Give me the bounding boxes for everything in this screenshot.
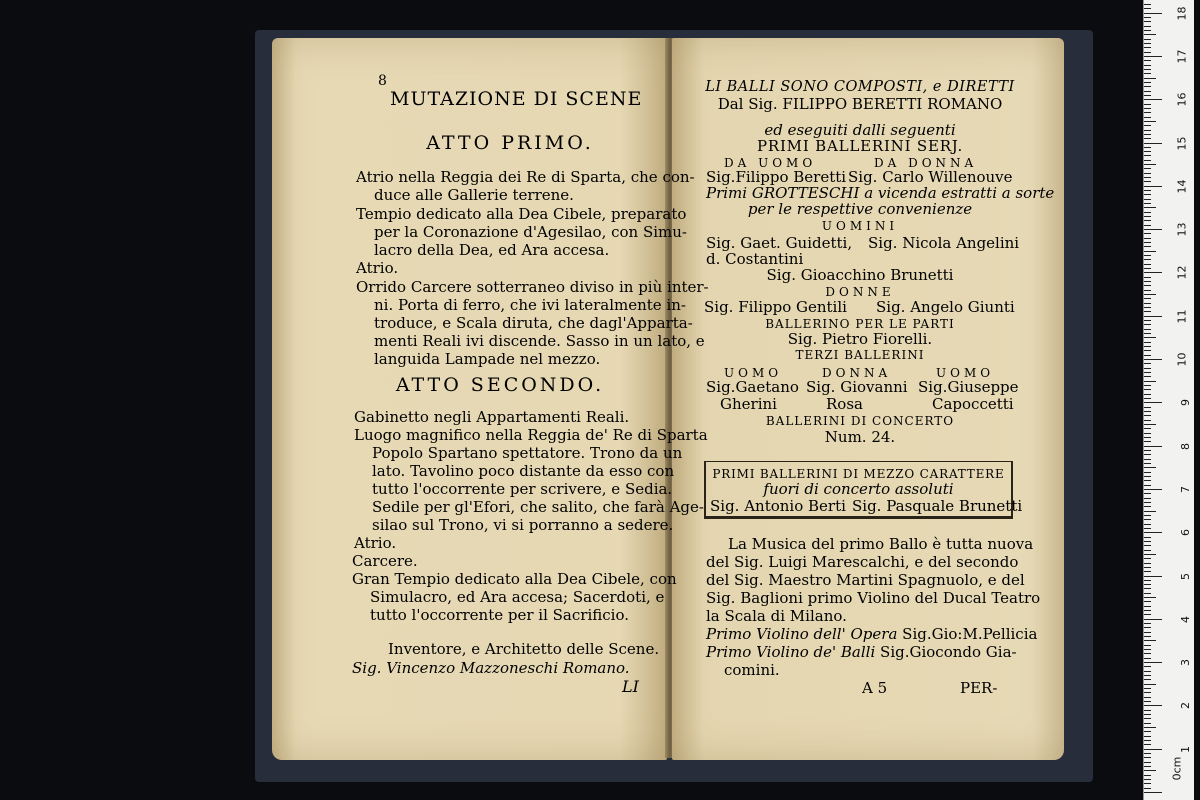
ruler-tick (1144, 749, 1162, 750)
act1-line: ni. Porta di ferro, che ivi lateralmente in- (374, 296, 686, 314)
ruler-tick (1144, 207, 1156, 208)
ruler-tick (1144, 424, 1156, 425)
ruler-unit: 0cm (1170, 756, 1184, 781)
ruler-tick (1144, 658, 1151, 659)
act1-line: Atrio. (356, 259, 399, 277)
ruler-tick (1144, 26, 1151, 27)
ruler-tick (1144, 65, 1151, 66)
grotteschi-sub: per le respettive convenienze (747, 200, 973, 218)
ruler-tick (1144, 610, 1151, 611)
serj-uomo: Sig.Filippo Beretti (706, 168, 847, 186)
col-donna: DA DONNA (874, 156, 978, 170)
page-number: 8 (378, 73, 387, 89)
ruler-tick (1144, 307, 1151, 308)
ruler-tick (1144, 112, 1151, 113)
ruler-tick (1144, 541, 1151, 542)
ruler-tick (1144, 108, 1151, 109)
ruler-tick (1144, 584, 1151, 585)
music-line: del Sig. Maestro Martini Spagnuolo, e del (706, 571, 1025, 589)
violin1-name: Sig.Gio:M.Pellicia (902, 625, 1038, 643)
ruler-number: 16 (1175, 92, 1189, 107)
ruler-tick (1144, 268, 1151, 269)
ruler-tick (1144, 246, 1151, 247)
act2-line: lato. Tavolino poco distante da esso con (372, 462, 675, 480)
ruler-tick (1144, 498, 1151, 499)
ruler-tick (1144, 554, 1156, 555)
act2-line: Gran Tempio dedicato alla Dea Cibele, con (352, 570, 677, 588)
ruler-tick (1144, 134, 1151, 135)
ruler-tick (1144, 272, 1162, 273)
ruler-tick (1144, 407, 1151, 408)
ruler-number: 4 (1179, 615, 1192, 623)
ruler-number: 12 (1175, 265, 1189, 280)
ruler-tick (1144, 264, 1151, 265)
music-line: del Sig. Luigi Marescalchi, e del secondo (706, 553, 1019, 571)
ruler-tick (1144, 614, 1151, 615)
ruler-tick (1144, 571, 1151, 572)
executed-by: ed eseguiti dalli seguenti (764, 121, 956, 139)
ruler-tick (1144, 368, 1151, 369)
ruler-tick (1144, 342, 1151, 343)
ruler-tick (1144, 389, 1151, 390)
ruler-tick (1144, 524, 1151, 525)
ruler-tick (1144, 212, 1151, 213)
donne-label: DONNE (825, 285, 895, 299)
violin2-name: Sig.Giocondo Gia- (880, 643, 1017, 661)
ruler-tick (1144, 277, 1151, 278)
ruler-tick (1144, 736, 1151, 737)
concerto-label: BALLERINI DI CONCERTO (765, 414, 955, 428)
ruler-tick (1144, 60, 1151, 61)
ruler-tick (1144, 710, 1151, 711)
ruler-tick (1144, 229, 1162, 230)
ruler-tick (1144, 502, 1151, 503)
ruler-tick (1144, 69, 1151, 70)
ruler-tick (1144, 528, 1151, 529)
act1-line: languida Lampade nel mezzo. (374, 350, 601, 368)
primi-serj: PRIMI BALLERINI SERJ. (756, 137, 964, 155)
ruler-tick (1144, 731, 1151, 732)
ruler-tick (1144, 428, 1151, 429)
ruler-tick (1144, 147, 1151, 148)
ruler-tick (1144, 259, 1151, 260)
box-name: Sig. Pasquale Brunetti (852, 497, 1023, 515)
ruler-number: 10 (1175, 352, 1189, 367)
ruler-tick (1144, 480, 1151, 481)
ruler-number: 11 (1175, 309, 1189, 324)
ruler-number: 5 (1179, 572, 1192, 580)
ruler-tick (1144, 493, 1151, 494)
col-uomo: DA UOMO (724, 156, 817, 170)
ruler-number: 15 (1175, 136, 1189, 150)
uomini-name: d. Costantini (706, 250, 804, 268)
ruler-tick (1144, 233, 1151, 234)
ruler-tick (1144, 303, 1151, 304)
catchword: LI (622, 677, 639, 696)
ruler-tick (1144, 472, 1151, 473)
ruler-tick (1144, 13, 1162, 14)
uomini-name: Sig. Gioacchino Brunetti (766, 266, 954, 284)
ruler-tick (1144, 95, 1151, 96)
ruler-tick (1144, 52, 1151, 53)
ruler-tick (1144, 653, 1151, 654)
ruler-tick (1144, 190, 1151, 191)
act2-line: Carcere. (352, 552, 418, 570)
ruler-tick (1144, 606, 1151, 607)
heading-composed: LI BALLI SONO COMPOSTI, e DIRETTI (705, 79, 1015, 95)
ruler-tick (1144, 398, 1151, 399)
music-line: Sig. Baglioni primo Violino del Ducal Teatro (706, 589, 1041, 607)
ruler-tick (1144, 766, 1151, 767)
ruler-tick (1144, 281, 1151, 282)
signature-mark: A 5 (862, 679, 888, 697)
ruler-tick (1144, 623, 1151, 624)
act1-line: Tempio dedicato alla Dea Cibele, preparato (356, 205, 687, 223)
ruler-tick (1144, 138, 1151, 139)
terzi-col: DONNA (822, 366, 892, 380)
ruler-tick (1144, 775, 1151, 776)
ruler-tick (1144, 181, 1151, 182)
act2-line: silao sul Trono, vi si porranno a sedere. (372, 516, 674, 534)
ruler-tick (1144, 216, 1151, 217)
violin2-label: Primo Violino de' Balli (706, 643, 876, 661)
ruler-tick (1144, 563, 1151, 564)
parti-label: BALLERINO PER LE PARTI (765, 317, 955, 331)
ruler-tick (1144, 220, 1151, 221)
box-underline (704, 516, 1013, 518)
violin2-line (706, 643, 1017, 661)
terzi-first: Sig. Giovanni (806, 378, 908, 396)
ruler-tick (1144, 640, 1156, 641)
uomini-name: Sig. Nicola Angelini (868, 234, 1020, 252)
ruler-tick (1144, 666, 1151, 667)
ruler-tick (1144, 450, 1151, 451)
ruler-tick (1144, 705, 1162, 706)
ruler-tick (1144, 792, 1162, 793)
ruler-tick (1144, 684, 1156, 685)
ruler-tick (1144, 511, 1156, 512)
ruler-tick (1144, 627, 1151, 628)
ruler-tick (1144, 242, 1151, 243)
ruler-tick (1144, 376, 1151, 377)
ruler-tick (1144, 311, 1151, 312)
terzi-last: Capoccetti (932, 395, 1014, 413)
ruler-tick (1144, 679, 1151, 680)
ruler-tick (1144, 593, 1151, 594)
ruler-tick (1144, 30, 1151, 31)
ruler-tick (1144, 740, 1151, 741)
concerto-num: Num. 24. (824, 428, 896, 446)
ruler-tick (1144, 770, 1156, 771)
serj-donna: Sig. Carlo Willenouve (848, 168, 1013, 186)
ruler-tick (1144, 597, 1156, 598)
ruler-tick (1144, 346, 1151, 347)
ruler-tick (1144, 298, 1151, 299)
ruler-tick (1144, 558, 1151, 559)
ruler-tick (1144, 645, 1151, 646)
ruler-tick (1144, 545, 1151, 546)
ruler-tick (1144, 671, 1151, 672)
ruler-tick (1144, 225, 1151, 226)
act1-line: troduce, e Scala diruta, che dagl'Apparta- (374, 314, 693, 332)
catchword: PER- (960, 679, 998, 697)
ruler-tick (1144, 532, 1162, 533)
act1-line: lacro della Dea, ed Ara accesa. (374, 241, 610, 259)
box-title: PRIMI BALLERINI DI MEZZO CARATTERE (712, 467, 1005, 481)
ruler-tick (1144, 290, 1151, 291)
ruler-tick (1144, 91, 1151, 92)
ruler-tick (1144, 467, 1156, 468)
ruler-tick (1144, 714, 1151, 715)
ruler-tick (1144, 753, 1151, 754)
terzi-last: Gherini (720, 395, 777, 413)
ruler-number: 17 (1175, 49, 1189, 64)
ruler-number: 2 (1179, 702, 1192, 710)
ruler-tick (1144, 446, 1162, 447)
ruler-tick (1144, 489, 1162, 490)
ruler-tick (1144, 78, 1156, 79)
ruler-tick (1144, 519, 1151, 520)
ruler-tick (1144, 164, 1156, 165)
act1-line: menti Reali ivi discende. Sasso in un lato, e (374, 332, 705, 350)
ruler-tick (1144, 649, 1151, 650)
ruler-tick (1144, 402, 1162, 403)
act2-line: Simulacro, ed Ara accesa; Sacerdoti, e (370, 588, 665, 606)
ruler-tick (1144, 294, 1156, 295)
terzi-label: TERZI BALLERINI (795, 348, 925, 362)
violin1-line (706, 625, 1037, 643)
ruler-tick (1144, 727, 1156, 728)
violin1-label: Primo Violino dell' Opera (706, 625, 898, 643)
box-name: Sig. Antonio Berti (710, 497, 846, 515)
measurement-ruler (1143, 0, 1194, 800)
ruler-tick (1144, 701, 1151, 702)
act2-line: tutto l'occorrente per il Sacrificio. (370, 606, 629, 624)
ruler-tick (1144, 723, 1151, 724)
ruler-tick (1144, 359, 1162, 360)
ruler-tick (1144, 329, 1151, 330)
ruler-number: 6 (1179, 529, 1192, 537)
act1-heading: ATTO PRIMO. (426, 132, 594, 154)
ruler-tick (1144, 17, 1151, 18)
terzi-col: UOMO (724, 366, 783, 380)
ruler-tick (1144, 363, 1151, 364)
donne-name: Sig. Filippo Gentili (704, 298, 847, 316)
ruler-tick (1144, 788, 1151, 789)
ruler-tick (1144, 441, 1151, 442)
grotteschi-line: Primi GROTTESCHI a vicenda estratti a sorte (706, 184, 1055, 202)
ruler-tick (1144, 697, 1151, 698)
ruler-tick (1144, 251, 1156, 252)
ruler-tick (1144, 73, 1151, 74)
ruler-tick (1144, 320, 1151, 321)
ruler-tick (1144, 316, 1162, 317)
terzi-first: Sig.Gaetano (706, 378, 799, 396)
act2-line: Sedile per gl'Efori, che salito, che farà Age- (372, 498, 704, 516)
page-title: MUTAZIONE DI SCENE (390, 88, 643, 110)
ruler-tick (1144, 177, 1151, 178)
ruler-tick (1144, 567, 1151, 568)
ruler-number: 1 (1179, 745, 1192, 753)
ruler-tick (1144, 757, 1151, 758)
ruler-tick (1144, 82, 1151, 83)
ruler-tick (1144, 580, 1151, 581)
ruler-tick (1144, 39, 1151, 40)
ruler-tick (1144, 411, 1151, 412)
ruler-tick (1144, 34, 1156, 35)
ruler-tick (1144, 675, 1151, 676)
inventor-name: Sig. Vincenzo Mazzoneschi Romano. (352, 659, 630, 677)
ruler-tick (1144, 173, 1151, 174)
ruler-tick (1144, 692, 1151, 693)
ruler-number: 7 (1179, 485, 1192, 493)
ruler-tick (1144, 117, 1151, 118)
ruler-tick (1144, 238, 1151, 239)
uomini-label: UOMINI (821, 219, 899, 233)
ruler-tick (1144, 143, 1162, 144)
ruler-tick (1144, 463, 1151, 464)
ruler-tick (1144, 420, 1151, 421)
ruler-tick (1144, 350, 1151, 351)
ruler-tick (1144, 160, 1151, 161)
ruler-tick (1144, 199, 1151, 200)
act1-line: per la Coronazione d'Agesilao, con Simu- (374, 223, 688, 241)
ruler-tick (1144, 601, 1151, 602)
ruler-tick (1144, 506, 1151, 507)
ruler-tick (1144, 86, 1151, 87)
act1-line: Orrido Carcere sotterraneo diviso in più inter- (356, 278, 709, 296)
ruler-tick (1144, 355, 1151, 356)
uomini-name: Sig. Gaet. Guidetti, (706, 234, 853, 252)
ruler-tick (1144, 550, 1151, 551)
ruler-tick (1144, 194, 1151, 195)
ruler-tick (1144, 619, 1162, 620)
ruler-tick (1144, 783, 1151, 784)
ruler-tick (1144, 779, 1151, 780)
ruler-tick (1144, 744, 1151, 745)
box-subtitle: fuori di concerto assoluti (763, 480, 954, 498)
ruler-tick (1144, 285, 1151, 286)
ruler-tick (1144, 47, 1151, 48)
act2-line: Luogo magnifico nella Reggia de' Re di Sparta (354, 426, 708, 444)
ruler-tick (1144, 8, 1151, 9)
ruler-tick (1144, 21, 1151, 22)
ruler-number: 3 (1179, 659, 1192, 667)
ruler-tick (1144, 104, 1151, 105)
ruler-tick (1144, 151, 1151, 152)
ruler-tick (1144, 56, 1162, 57)
ruler-tick (1144, 662, 1162, 663)
ruler-tick (1144, 333, 1151, 334)
ruler-tick (1144, 121, 1156, 122)
violin2-continued: comini. (724, 661, 780, 679)
ruler-tick (1144, 632, 1151, 633)
ruler-tick (1144, 372, 1151, 373)
ruler-tick (1144, 186, 1162, 187)
act2-line: tutto l'occorrente per scrivere, e Sedia. (372, 480, 673, 498)
ruler-tick (1144, 437, 1151, 438)
ruler-tick (1144, 155, 1151, 156)
ruler-tick (1144, 537, 1151, 538)
ruler-tick (1144, 203, 1151, 204)
ruler-tick (1144, 381, 1156, 382)
ruler-number: 18 (1175, 6, 1189, 21)
ruler-tick (1144, 636, 1151, 637)
ruler-tick (1144, 459, 1151, 460)
ruler-tick (1144, 125, 1151, 126)
terzi-last: Rosa (826, 395, 863, 413)
parti-name: Sig. Pietro Fiorelli. (787, 330, 933, 348)
ruler-tick (1144, 762, 1151, 763)
terzi-col: UOMO (936, 366, 995, 380)
music-line: la Scala di Milano. (706, 607, 847, 625)
ruler-number: 8 (1179, 442, 1192, 450)
ruler-tick (1144, 476, 1151, 477)
act2-line: Popolo Spartano spettatore. Trono da un (372, 444, 683, 462)
ruler-tick (1144, 588, 1151, 589)
heading-director: Dal Sig. FILIPPO BERETTI ROMANO (717, 95, 1003, 113)
ruler-tick (1144, 130, 1151, 131)
terzi-first: Sig.Giuseppe (918, 378, 1019, 396)
ruler-tick (1144, 576, 1162, 577)
ruler-number: 14 (1175, 179, 1189, 194)
ruler-tick (1144, 99, 1162, 100)
ruler-tick (1144, 454, 1151, 455)
ruler-tick (1144, 415, 1151, 416)
ruler-tick (1144, 485, 1151, 486)
act1-line: Atrio nella Reggia dei Re di Sparta, che con- (356, 168, 695, 186)
ruler-tick (1144, 385, 1151, 386)
ruler-tick (1144, 4, 1151, 5)
ruler-number: 9 (1179, 399, 1192, 407)
ruler-tick (1144, 433, 1151, 434)
ruler-tick (1144, 515, 1151, 516)
music-line: La Musica del primo Ballo è tutta nuova (728, 535, 1034, 553)
act2-line: Gabinetto negli Appartamenti Reali. (354, 408, 630, 426)
ruler-tick (1144, 255, 1151, 256)
ruler-tick (1144, 43, 1151, 44)
act1-line: duce alle Gallerie terrene. (374, 186, 574, 204)
donne-name: Sig. Angelo Giunti (876, 298, 1015, 316)
ruler-tick (1144, 688, 1151, 689)
ruler-tick (1144, 337, 1156, 338)
act2-line: Atrio. (354, 534, 397, 552)
ruler-tick (1144, 718, 1151, 719)
inventor-line: Inventore, e Architetto delle Scene. (388, 640, 660, 658)
act2-heading: ATTO SECONDO. (395, 374, 605, 396)
ruler-number: 13 (1175, 222, 1189, 237)
ruler-tick (1144, 394, 1151, 395)
ruler-tick (1144, 168, 1151, 169)
ruler-tick (1144, 324, 1151, 325)
